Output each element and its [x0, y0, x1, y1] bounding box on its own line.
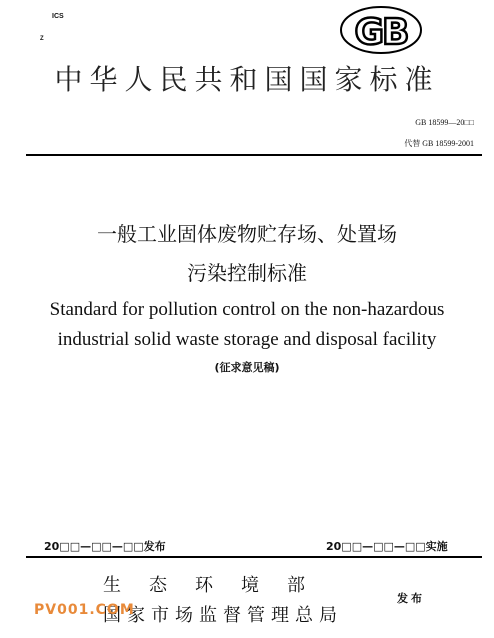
ics-label: ICS [52, 13, 64, 20]
standard-code: GB 18599—20□□ [415, 118, 474, 127]
english-title-line2: industrial solid waste storage and disposal facility [57, 329, 437, 350]
gb-logo [340, 6, 422, 54]
publish-label: 发布 [397, 592, 425, 605]
effective-date: 20□□—□□—□□实施 [326, 540, 448, 553]
watermark-text: PV001.COM [34, 602, 135, 618]
chinese-title-line2: 污染控制标准 [187, 261, 307, 285]
issuer-line2: 国家市场监督管理总局 [103, 605, 343, 626]
gb-logo-text: GB [354, 12, 408, 53]
english-title-line1: Standard for pollution control on the non-hazardous [49, 299, 445, 320]
draft-label: (征求意见稿) [214, 361, 280, 374]
header-divider [26, 154, 482, 156]
issuer-line1: 生态环境部 [103, 575, 333, 596]
national-standard-title: 中华人民共和国国家标准 [54, 63, 440, 96]
classification-label: Z [40, 36, 44, 42]
footer-divider [26, 556, 482, 558]
release-date: 20□□—□□—□□发布 [44, 540, 166, 553]
chinese-title-line1: 一般工业固体废物贮存场、处置场 [97, 222, 397, 246]
replaces-code: 代替 GB 18599-2001 [404, 139, 474, 148]
